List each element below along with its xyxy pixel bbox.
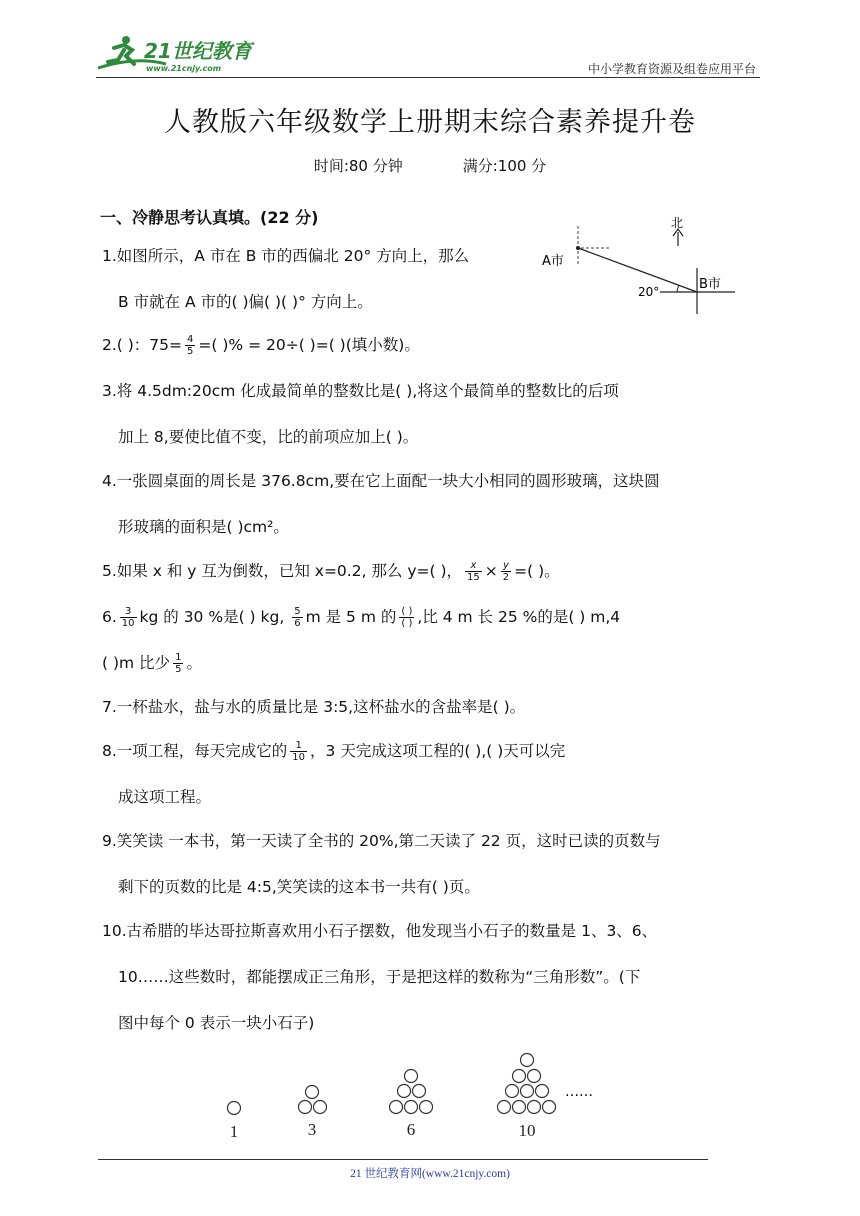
question-3 — [102, 368, 619, 460]
pebble — [521, 1054, 534, 1067]
exam-score: 满分:100 分 — [462, 157, 547, 175]
q6-part-a: kg 的 30 %是( ) kg, — [139, 608, 285, 626]
site-logo — [96, 34, 266, 74]
pebble — [513, 1101, 526, 1114]
header-tagline: 中小学教育资源及组卷应用平台 — [587, 62, 756, 76]
pebble — [513, 1070, 526, 1083]
page-title: 人教版六年级数学上册期末综合素养提升卷 — [164, 107, 696, 138]
logo-url: www.21cnjy.com — [146, 64, 222, 73]
q8-line-1 — [102, 728, 565, 774]
compass-figure — [540, 216, 760, 316]
q6-prefix: 6. — [102, 608, 117, 626]
triangle-label-3: 3 — [307, 1120, 317, 1139]
logo-text: 21世纪教育 — [144, 39, 252, 63]
pebble — [228, 1102, 241, 1115]
pebble — [521, 1085, 534, 1098]
q8-fraction: $\frac{1}{10}$ — [292, 740, 306, 763]
pebble — [398, 1085, 411, 1098]
q4-line-1: 4.一张圆桌面的周长是 376.8cm,要在它上面配一块大小相同的圆形玻璃，这块圆 — [102, 472, 660, 490]
q5-part-b: =( )。 — [514, 562, 560, 580]
angle-label: 20° — [638, 285, 660, 299]
q6-line-1 — [102, 594, 620, 640]
q5-times: × — [484, 562, 498, 580]
q8-part-a: 8.一项工程，每天完成它的 — [102, 742, 288, 760]
q2-fraction: $\frac{4}{5}$ — [187, 334, 194, 357]
q5-part-a: 5.如果 x 和 y 互为倒数，已知 x=0.2, 那么 y=( )， — [102, 562, 463, 580]
q6-part-b: m 是 5 m 的 — [305, 608, 397, 626]
exam-time: 时间:80 分钟 — [313, 157, 403, 175]
a-city-label: A市 — [542, 254, 564, 269]
pebbles — [228, 1054, 556, 1115]
q3-line-1: 3.将 4.5dm:20cm 化成最简单的整数比是( ),将这个最简单的整数比的后项 — [102, 382, 619, 400]
north-arrow-icon — [673, 229, 683, 246]
page-header — [96, 30, 760, 78]
q6-part-c: ,比 4 m 长 25 %的是( ) m,4 — [417, 608, 621, 626]
pebble — [528, 1070, 541, 1083]
pebble — [536, 1085, 549, 1098]
q6-fraction-3: $\frac{1}{5}$ — [175, 652, 182, 675]
question-4 — [102, 458, 660, 550]
q4-line-2: 形玻璃的面积是( )cm²。 — [118, 518, 289, 536]
question-1 — [102, 233, 469, 325]
pebble — [299, 1101, 312, 1114]
q2-part-b: =( )% = 20÷( )=( )(填小数)。 — [198, 336, 420, 354]
pebble — [498, 1101, 511, 1114]
triangle-labels — [230, 1120, 536, 1141]
triangle-label-1: 1 — [229, 1122, 239, 1141]
question-6 — [102, 594, 620, 686]
q2-part-a: 2.( )：75= — [102, 336, 183, 354]
pebble — [543, 1101, 556, 1114]
pebble — [528, 1101, 541, 1114]
q6-fraction-1: $\frac{3}{10}$ — [121, 606, 135, 629]
q5-fraction-1: $\frac{x}{15}$ — [467, 560, 480, 583]
triangle-label-6: 6 — [406, 1120, 416, 1139]
q10-line-1: 10.古希腊的毕达哥拉斯喜欢用小石子摆数，他发现当小石子的数量是 1、3、6、 — [102, 922, 658, 940]
triangle-ellipsis: …… — [565, 1084, 593, 1100]
q5-fraction-2: $\frac{y}{2}$ — [502, 560, 510, 583]
q8-line-2: 成这项工程。 — [118, 788, 212, 806]
q6-line-2 — [102, 640, 620, 686]
pebble — [405, 1101, 418, 1114]
exam-meta — [0, 155, 860, 176]
q6-part-d: ( )m 比少 — [102, 654, 171, 672]
q6-part-e: 。 — [186, 654, 202, 672]
question-2 — [102, 322, 420, 368]
pebble — [405, 1070, 418, 1083]
triangle-label-10: 10 — [518, 1121, 536, 1140]
b-city-label: B市 — [699, 277, 721, 292]
q10-line-3: 图中每个 0 表示一块小石子) — [118, 1014, 315, 1032]
question-10 — [102, 908, 657, 1046]
q1-line-1: 1.如图所示，A 市在 B 市的西偏北 20° 方向上，那么 — [102, 247, 470, 265]
question-5 — [102, 548, 560, 594]
question-7 — [102, 684, 525, 730]
q10-line-2: 10……这些数时，都能摆成正三角形，于是把这样的数称为“三角形数”。(下 — [118, 968, 641, 986]
page-footer: 21 世纪教育网(www.21cnjy.com) — [350, 1168, 510, 1180]
q6-blank-fraction: $\frac{( )}{( )}$ — [401, 606, 413, 629]
q9-line-2: 剩下的页数的比是 4:5,笑笑读的这本书一共有( )页。 — [118, 878, 480, 896]
q9-line-1: 9.笑笑读 一本书，第一天读了全书的 20%,第二天读了 22 页，这时已读的页数与 — [102, 832, 661, 850]
question-9 — [102, 818, 661, 910]
question-8 — [102, 728, 565, 820]
triangular-numbers-figure — [215, 1048, 615, 1144]
q7-line-1: 7.一杯盐水，盐与水的质量比是 3:5,这杯盐水的含盐率是( )。 — [102, 698, 526, 716]
q6-fraction-2: $\frac{5}{6}$ — [294, 606, 301, 629]
pebble — [413, 1085, 426, 1098]
pebble — [420, 1101, 433, 1114]
section-heading: 一、冷静思考认真填。(22 分) — [100, 208, 319, 227]
footer-rule — [98, 1159, 708, 1160]
pebble — [506, 1085, 519, 1098]
north-label: 北 — [671, 216, 684, 230]
q3-line-2: 加上 8,要使比值不变，比的前项应加上( )。 — [118, 428, 419, 446]
angle-arc — [677, 285, 679, 292]
pebble — [314, 1101, 327, 1114]
q1-line-2: B 市就在 A 市的( )偏( )( )° 方向上。 — [118, 293, 373, 311]
header-rule — [96, 77, 760, 78]
pebble — [390, 1101, 403, 1114]
pebble — [306, 1086, 319, 1099]
q8-part-b: ，3 天完成这项工程的( ),( )天可以完 — [310, 742, 566, 760]
